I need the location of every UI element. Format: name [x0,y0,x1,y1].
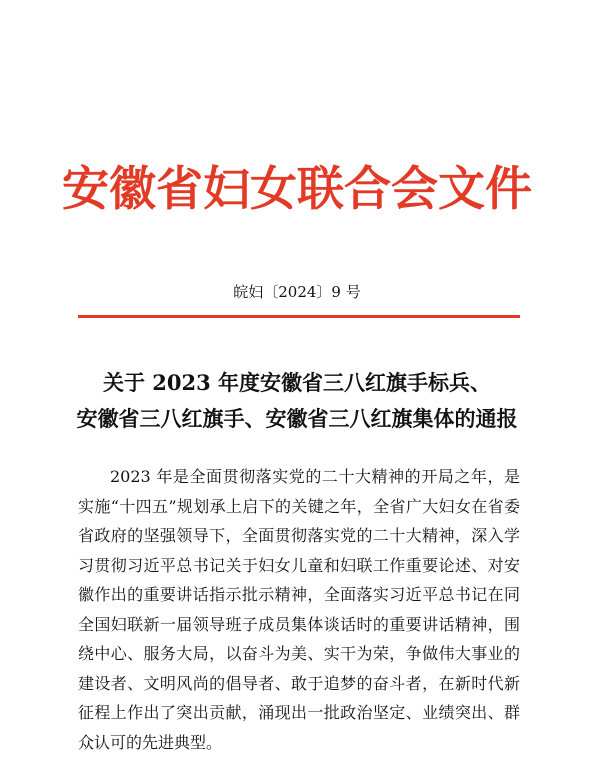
notice-title [0,365,594,437]
document-header-title: 安徽省妇女联合会文件 [62,162,532,217]
document-number: 皖妇〔2024〕9 号 [233,283,361,301]
notice-title-line-2: 安徽省三八红旗手、安徽省三八红旗集体的通报 [76,406,518,431]
body-paragraph: 2023 年是全面贯彻落实党的二十大精神的开局之年，是实施“十四五”规划承上启下的关键之年，全省广大妇女在省委省政府的坚强领导下，全面贯彻落实党的二十大精神，深入学习贯彻习近平总书记关于妇女儿童和妇联工作重要论述、对安徽作出的重要讲话指示批示精神，全面落实习近平总书记在同全国妇联新一届领导班子成员集体谈话时的重要讲话精神，围绕中心、服务大局，以奋斗为美、实干为荣，争做伟大事业的建设者、文明风尚的倡导者、敢于追梦的奋斗者，在新时代新征程上作出了突出贡献，涌现出一批政治坚定、业绩突出、群众认可的先进典型。 [78,467,520,752]
body-text [78,462,520,757]
red-divider-line [78,315,520,318]
notice-title-line-1: 关于 2023 年度安徽省三八红旗手标兵、 [102,370,492,395]
